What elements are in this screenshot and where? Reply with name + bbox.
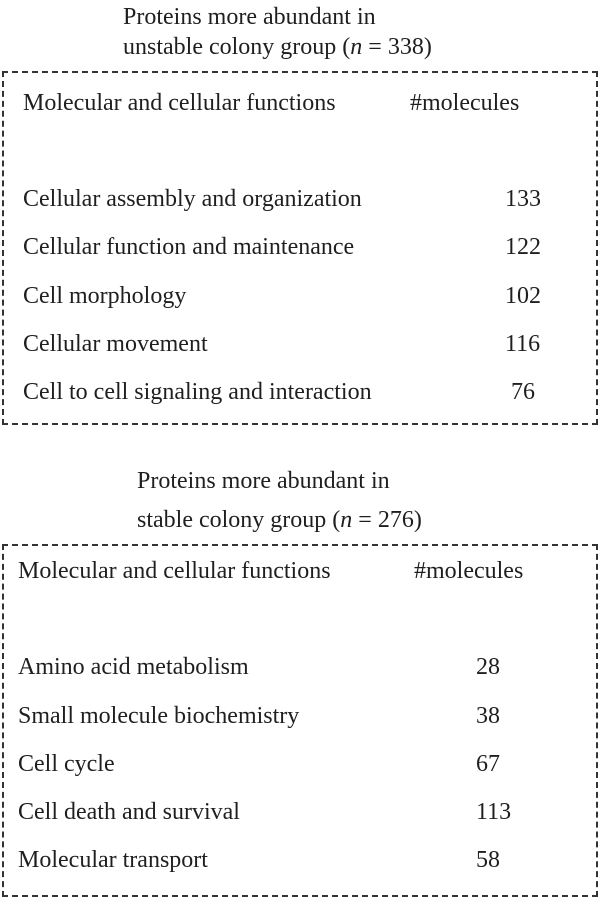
stable-row-count: 113 — [476, 799, 512, 825]
stable-row-count: 58 — [476, 847, 500, 873]
stable-title-line1: Proteins more abundant in — [137, 468, 390, 494]
stable-header-function: Molecular and cellular functions — [18, 558, 331, 584]
unstable-group-title — [123, 2, 432, 62]
stable-title-line2 — [137, 505, 422, 535]
unstable-row-count: 76 — [511, 379, 535, 405]
unstable-row-function: Cell morphology — [23, 283, 187, 309]
stable-row-count: 38 — [476, 703, 500, 729]
stable-row-function: Molecular transport — [18, 847, 208, 873]
stable-header-count: #molecules — [414, 558, 524, 584]
unstable-row-count: 122 — [505, 234, 541, 260]
stable-row-function: Cell cycle — [18, 751, 115, 777]
unstable-row-function: Cellular movement — [23, 331, 208, 357]
stable-row-count: 28 — [476, 654, 500, 680]
unstable-title-prefix: unstable colony group ( — [123, 34, 351, 60]
stable-row-function: Amino acid metabolism — [18, 654, 249, 680]
stable-row-function: Cell death and survival — [18, 799, 240, 825]
unstable-header-count: #molecules — [410, 90, 520, 116]
stable-group-title — [137, 466, 422, 535]
stable-row-count: 67 — [476, 751, 500, 777]
unstable-row-count: 116 — [505, 331, 541, 357]
unstable-row-function: Cell to cell signaling and interaction — [23, 379, 372, 405]
unstable-row-count: 133 — [505, 186, 541, 212]
stable-n-symbol: n — [340, 507, 353, 533]
stable-title-prefix: stable colony group ( — [137, 507, 341, 533]
stable-row-function: Small molecule biochemistry — [18, 703, 300, 729]
unstable-row-function: Cellular assembly and organization — [23, 186, 362, 212]
unstable-row-function: Cellular function and maintenance — [23, 234, 355, 260]
unstable-header-function: Molecular and cellular functions — [23, 90, 336, 116]
stable-n-value: = 276) — [352, 507, 422, 533]
unstable-n-symbol: n — [350, 34, 363, 60]
unstable-title-line1: Proteins more abundant in — [123, 4, 376, 30]
unstable-title-line2 — [123, 32, 432, 62]
unstable-row-count: 102 — [505, 283, 541, 309]
unstable-n-value: = 338) — [362, 34, 432, 60]
